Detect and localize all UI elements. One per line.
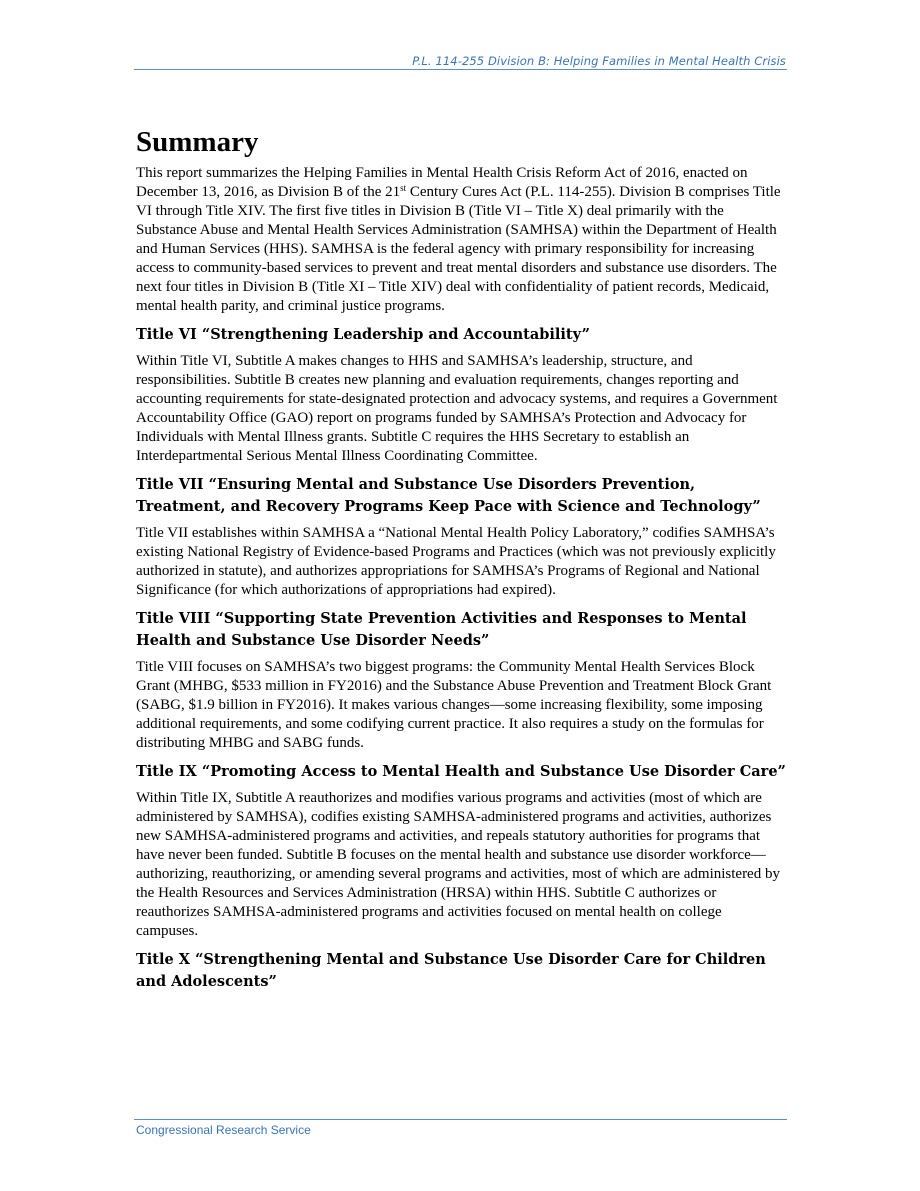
title-vii-heading: Title VII “Ensuring Mental and Substance Use Disorders Prevention, Treatment, and Recovery Programs Keep Pace with Science and Technology” xyxy=(136,476,761,515)
title-ix-heading: Title IX “Promoting Access to Mental Health and Substance Use Disorder Care” xyxy=(136,763,786,780)
main-content xyxy=(136,126,786,999)
intro-text-part2: Century Cures Act (P.L. 114-255). Division B comprises Title VI through Title XIV. The first five titles in Division B (Title VI – Title X) deal primarily with the Substance Abuse and Mental Health Services Administration (SAMHSA) within the Department of Health and Human Services (HHS). SAMHSA is the federal agency with primary responsibility for increasing access to community-based services to prevent and treat mental disorders and substance use disorders. The next four titles in Division B (Title XI – Title XIV) deal with confidentiality of patient records, Medicaid, mental health parity, and criminal justice programs. xyxy=(136,184,781,314)
title-ix-paragraph: Within Title IX, Subtitle A reauthorizes and modifies various programs and activities (most of which are administered by SAMHSA), codifies existing SAMHSA-administered programs and activities, authorizes new SAMHSA-administered programs and activities, and repeals statutory authorities for programs that have never been funded. Subtitle B focuses on the mental health and substance use disorder workforce—authorizing, reauthorizing, or amending several programs and activities, most of which are administered by the Health Resources and Services Administration (HRSA) within HHS. Subtitle C authorizes or reauthorizes SAMHSA-administered programs and activities focused on mental health on college campuses. xyxy=(136,790,780,939)
running-header: P.L. 114-255 Division B: Helping Families in Mental Health Crisis xyxy=(412,54,786,68)
intro-text-part1: This report summarizes the Helping Families in Mental Health Crisis Reform Act of 2016, enacted on December 13, 2016, as Division B of the 21 xyxy=(136,165,748,200)
ordinal-superscript: st xyxy=(400,183,407,193)
summary-heading: Summary xyxy=(136,126,259,158)
header-divider xyxy=(134,69,787,70)
summary-intro-paragraph xyxy=(136,164,786,316)
footer-source: Congressional Research Service xyxy=(136,1123,311,1137)
title-viii-paragraph: Title VIII focuses on SAMHSA’s two biggest programs: the Community Mental Health Services Block Grant (MHBG, $533 million in FY2016) and the Substance Abuse Prevention and Treatment Block Grant (SABG, $1.9 billion in FY2016). It makes various changes—some increasing flexibility, some imposing additional requirements, and some codifying current practice. It also requires a study on the formulas for distributing MHBG and SABG funds. xyxy=(136,659,772,751)
title-vii-paragraph: Title VII establishes within SAMHSA a “National Mental Health Policy Laboratory,” codifies SAMHSA’s existing National Registry of Evidence-based Programs and Practices (which was not previously explicitly authorized in statute), and authorizes appropriations for SAMHSA’s Programs of Regional and National Significance (for which authorizations of appropriations had expired). xyxy=(136,525,776,598)
title-x-heading: Title X “Strengthening Mental and Substance Use Disorder Care for Children and Adolescents” xyxy=(136,951,766,990)
title-viii-heading: Title VIII “Supporting State Prevention Activities and Responses to Mental Health and Substance Use Disorder Needs” xyxy=(136,610,747,649)
title-vi-paragraph: Within Title VI, Subtitle A makes changes to HHS and SAMHSA’s leadership, structure, and responsibilities. Subtitle B creates new planning and evaluation requirements, changes reporting and accounting requirements for state-designated protection and advocacy systems, and requires a Government Accountability Office (GAO) report on programs funded by SAMHSA’s Protection and Advocacy for Individuals with Mental Illness grants. Subtitle C requires the HHS Secretary to establish an Interdepartmental Serious Mental Illness Coordinating Committee. xyxy=(136,353,778,464)
footer-divider xyxy=(134,1119,787,1120)
title-vi-heading: Title VI “Strengthening Leadership and Accountability” xyxy=(136,326,590,343)
